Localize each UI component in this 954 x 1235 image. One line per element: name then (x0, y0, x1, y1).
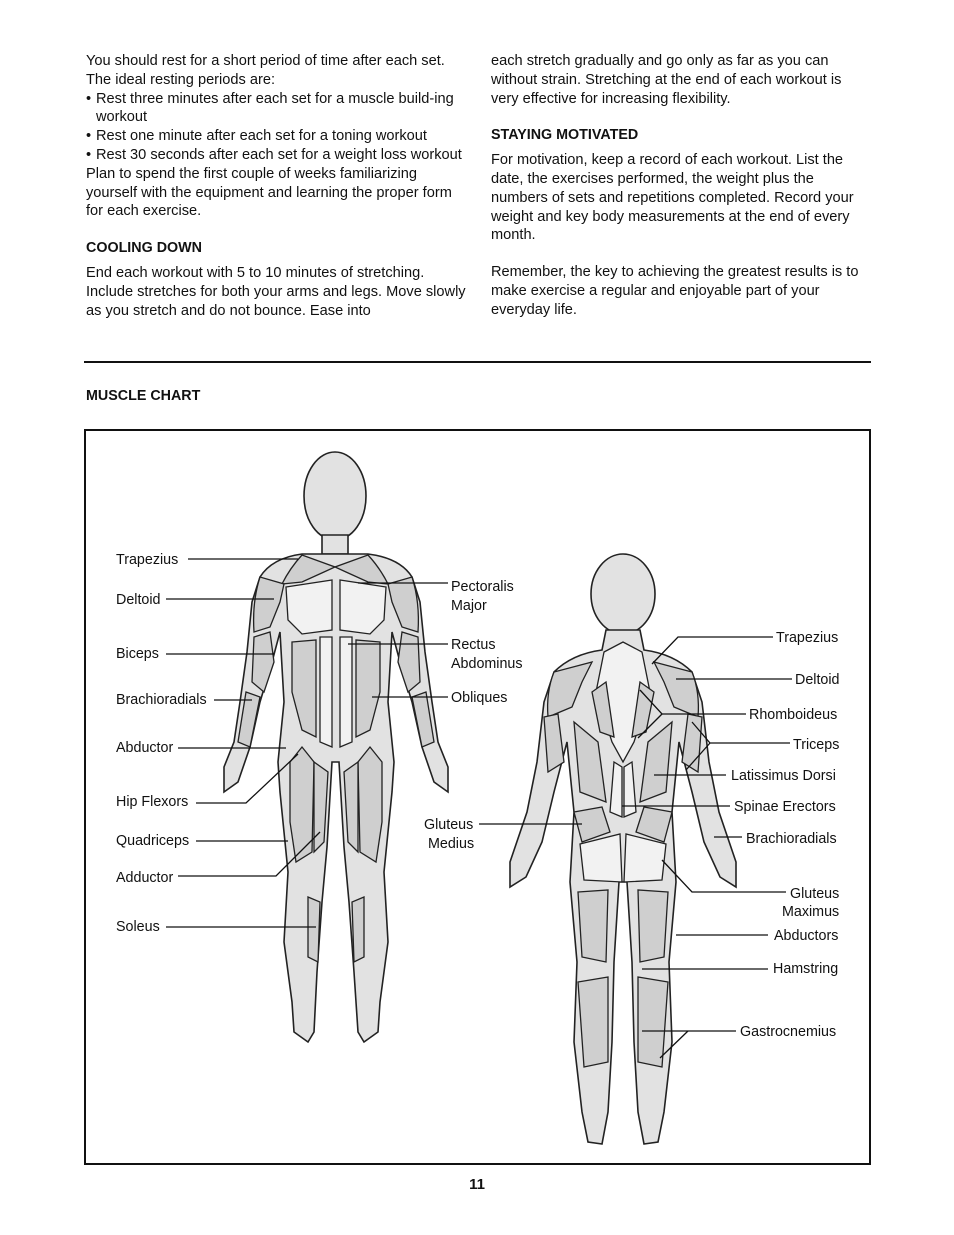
label-front-soleus: Soleus (116, 919, 160, 935)
label-pectoralis-line2: Major (451, 598, 487, 614)
label-gluteus-maximus-line1: Gluteus (790, 886, 840, 902)
label-gluteus-maximus-line2: Maximus (782, 904, 840, 920)
back-hamstring-left (578, 890, 608, 962)
front-quadriceps-right (358, 747, 382, 862)
staying-motivated-heading: STAYING MOTIVATED (491, 127, 639, 144)
front-biceps-right (398, 632, 420, 692)
label-front-biceps: Biceps (116, 646, 159, 662)
label-back-brachioradials: Brachioradials (746, 831, 837, 847)
back-head (591, 554, 655, 634)
motivation-text: For motivation, keep a record of each workout. List the date, the exercises performed, the weight plus the numbers of sets and repetitions completed. Record your weight and key body measurements at the end of every month. (491, 152, 854, 244)
front-head (304, 452, 366, 540)
label-gastrocnemius: Gastrocnemius (740, 1024, 837, 1040)
rest-bullet-building: • Rest three minutes after each set for a muscle build-ing workout (86, 90, 466, 128)
back-hamstring-right (638, 890, 668, 962)
label-hamstring: Hamstring (773, 961, 839, 977)
label-front-abductor: Abductor (116, 740, 174, 756)
label-latissimus: Latissimus Dorsi (731, 768, 836, 784)
muscle-chart-title: MUSCLE CHART (86, 388, 201, 404)
front-body-figure (224, 452, 448, 1042)
label-back-deltoid: Deltoid (795, 672, 840, 688)
front-rectus-right (340, 637, 352, 747)
front-biceps-left (252, 632, 274, 692)
page-number: 11 (469, 1176, 485, 1193)
label-front-hip-flexors: Hip Flexors (116, 794, 189, 810)
stretch-continuation: each stretch gradually and go only as far as you can without strain. Stretching at the end of each workout is very effective for increasing flexibility. (491, 53, 842, 107)
rest-bullet-toning: • Rest one minute after each set for a toning workout (86, 127, 466, 146)
label-front-deltoid: Deltoid (116, 592, 161, 608)
label-front-quadriceps: Quadriceps (116, 833, 190, 849)
remember-text: Remember, the key to achieving the greatest results is to make exercise a regular and enjoyable part of your everyday life. (491, 264, 859, 318)
rest-intro: You should rest for a short period of time after each set. The ideal resting periods are: (86, 53, 445, 88)
label-obliques: Obliques (451, 690, 508, 706)
front-quadriceps-left (290, 747, 314, 862)
plan-paragraph: Plan to spend the first couple of weeks familiarizing yourself with the equipment and learning the proper form for each exercise. (86, 165, 452, 220)
front-rectus-left (320, 637, 332, 747)
rest-bullet-weight-loss: • Rest 30 seconds after each set for a weight loss workout (86, 146, 466, 165)
muscle-chart-figure (86, 431, 869, 1163)
label-gluteus-medius-line2: Medius (428, 836, 475, 852)
cooling-down-text: End each workout with 5 to 10 minutes of stretching. Include stretches for both your arms and legs. Move slowly as you stretch and do not bounce. Ease into (86, 264, 466, 319)
label-abductors: Abductors (774, 928, 839, 944)
label-spinae: Spinae Erectors (734, 799, 836, 815)
right-column (491, 52, 871, 320)
label-rectus-line1: Rectus (451, 637, 496, 653)
leader-triceps-upper (692, 722, 790, 743)
rest-periods-list (86, 90, 466, 165)
back-body-figure (510, 554, 736, 1144)
label-front-adductor: Adductor (116, 870, 174, 886)
label-back-trapezius: Trapezius (776, 630, 839, 646)
cooling-down-heading: COOLING DOWN (86, 240, 202, 257)
front-neck (322, 535, 348, 554)
label-front-trapezius: Trapezius (116, 552, 179, 568)
label-rectus-line2: Abdominus (451, 656, 523, 672)
front-soleus-right (352, 897, 364, 962)
front-soleus-left (308, 897, 320, 962)
back-gastrocnemius-left (578, 977, 608, 1067)
muscle-chart-box (84, 429, 871, 1165)
left-column (86, 52, 466, 320)
section-divider (84, 361, 871, 363)
label-triceps: Triceps (793, 737, 840, 753)
label-front-brachioradials: Brachioradials (116, 692, 207, 708)
label-pectoralis-line1: Pectoralis (451, 579, 514, 595)
label-rhomboideus: Rhomboideus (749, 707, 838, 723)
back-gastrocnemius-right (638, 977, 668, 1067)
label-gluteus-medius-line1: Gluteus (424, 817, 474, 833)
